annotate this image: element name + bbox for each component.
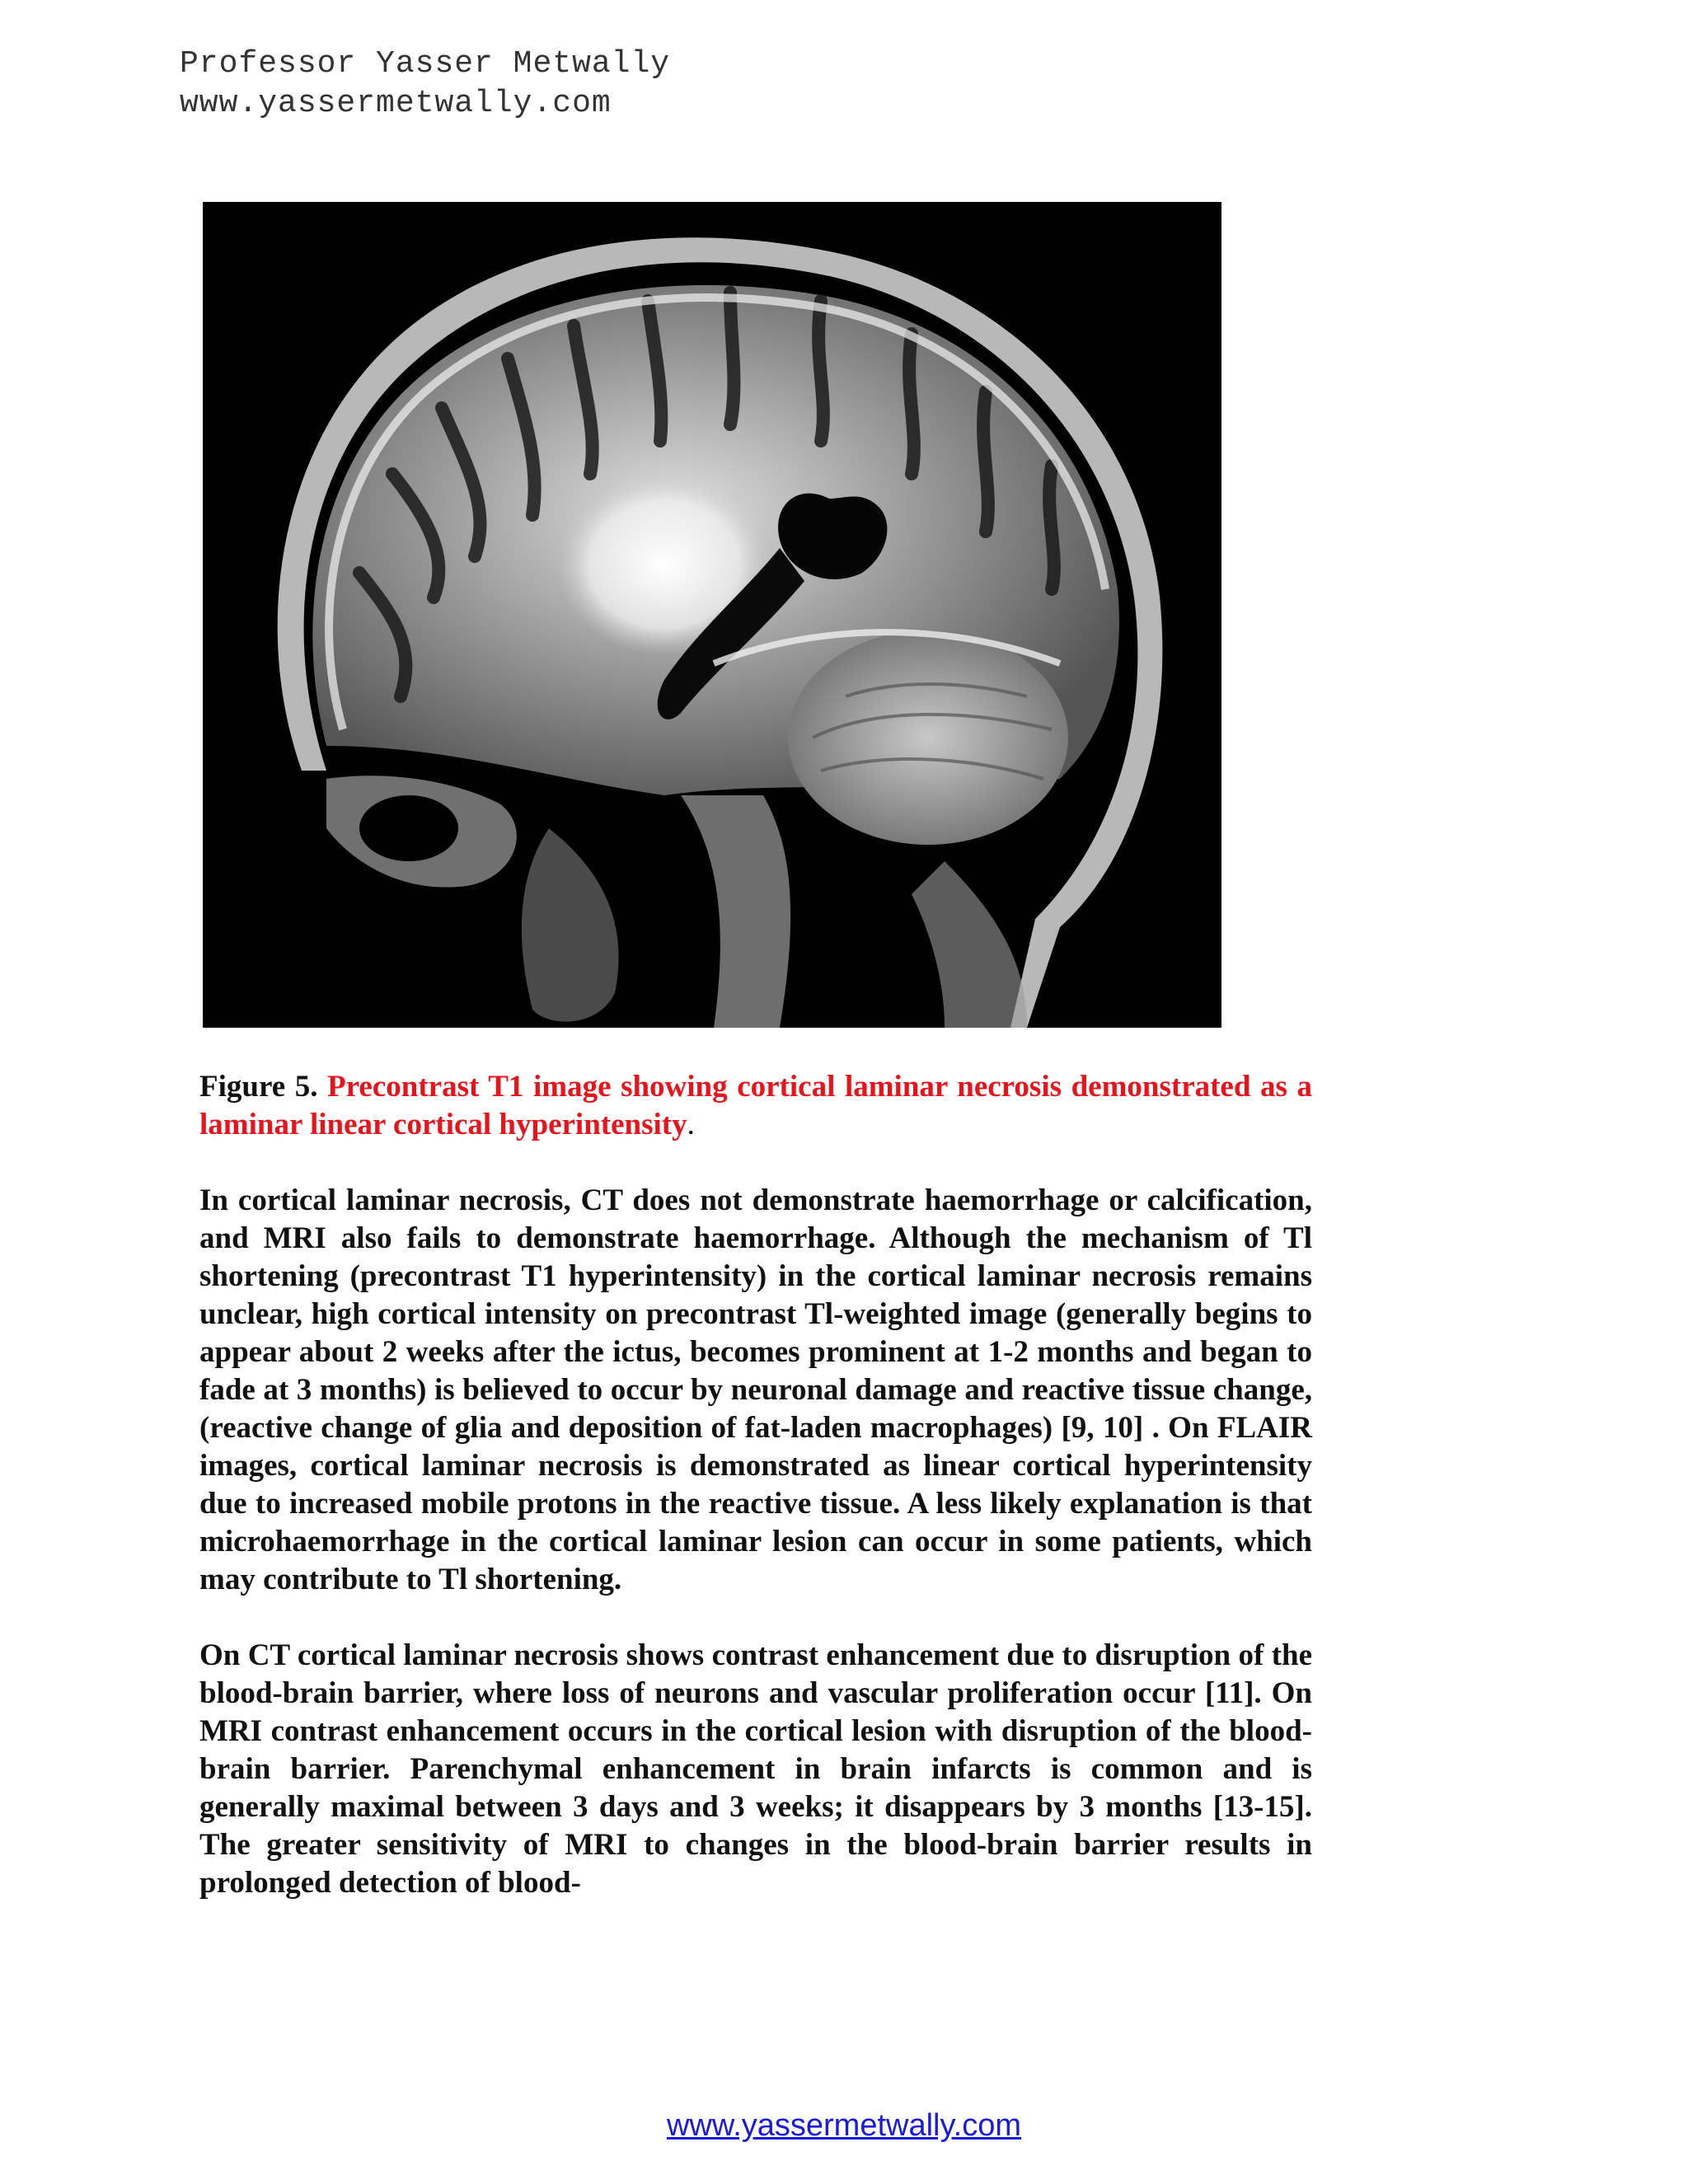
page-header [180, 45, 670, 124]
mri-figure-image [203, 202, 1221, 1028]
header-website: www.yassermetwally.com [180, 86, 612, 121]
figure-label: Figure 5. [199, 1070, 318, 1104]
footer-website-link[interactable]: www.yassermetwally.com [666, 2108, 1022, 2143]
brain-mri-illustration [203, 202, 1221, 1028]
figure-caption [199, 1068, 1312, 1144]
body-paragraph-1: In cortical laminar necrosis, CT does not demonstrate haemorrhage or calcification, and MRI also fails to demonstrate haemorrhage. Although the mechanism of Tl shortening (precontrast T1 hyperintensity) in the cortical laminar necrosis remains unclear, high cortical intensity on precontrast Tl-weighted image (generally begins to appear about 2 weeks after the ictus, becomes prominent at 1-2 months and began to fade at 3 months) is believed to occur by neuronal damage and reactive tissue change, (reactive change of glia and deposition of fat-laden macrophages) [9, 10] . On FLAIR images, cortical laminar necrosis is demonstrated as linear cortical hyperintensity due to increased mobile protons in the reactive tissue. A less likely explanation is that microhaemorrhage in the cortical laminar lesion can occur in some patients, which may contribute to Tl shortening. [199, 1183, 1312, 1596]
figure-caption-text: Precontrast T1 image showing cortical laminar necrosis demonstrated as a laminar linear cortical hyperintensity [199, 1070, 1312, 1141]
body-paragraph-2: On CT cortical laminar necrosis shows contrast enhancement due to disruption of the blood-brain barrier, where loss of neurons and vascular proliferation occur [11]. On MRI contrast enhancement occurs in the cortical lesion with disruption of the blood-brain barrier. Parenchymal enhancement in brain infarcts is common and is generally maximal between 3 days and 3 weeks; it disappears by 3 months [13-15]. The greater sensitivity of MRI to changes in the blood-brain barrier results in prolonged detection of blood- [199, 1638, 1312, 1900]
document-body [199, 1068, 1312, 1902]
header-author: Professor Yasser Metwally [180, 46, 671, 82]
figure-caption-end: . [687, 1108, 695, 1141]
